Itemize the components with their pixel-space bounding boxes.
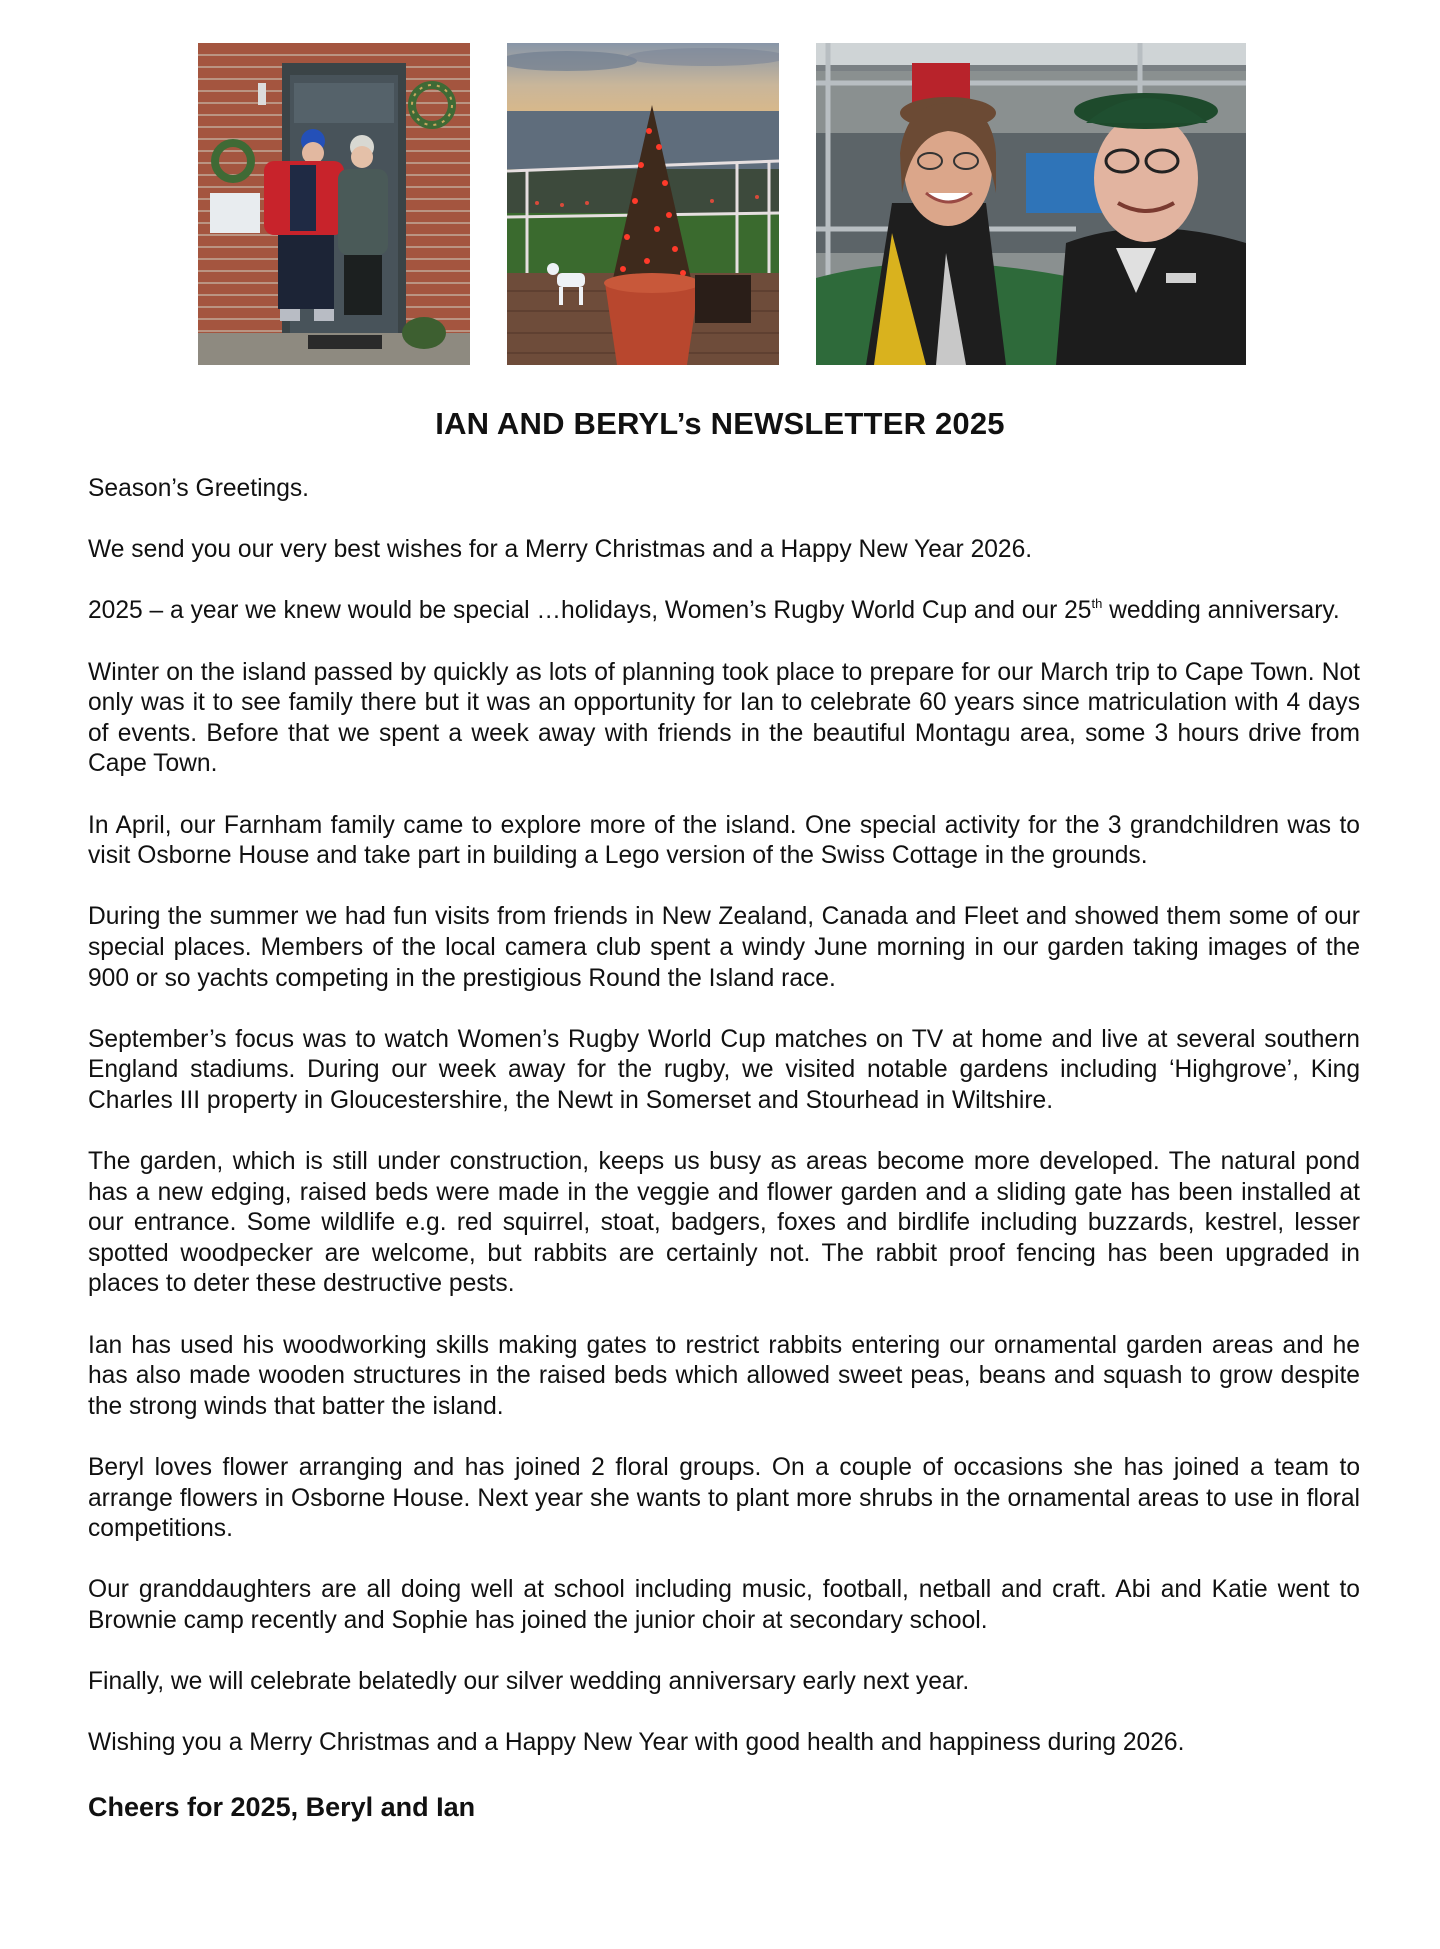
september-paragraph: September’s focus was to watch Women’s Rugby World Cup matches on TV at home and live at several southern England stadiums. During our week away for the rugby, we visited notable gardens including ‘Highgrove’, King Charles III property in Gloucestershire, the Newt in Somerset and Stourhead in Wiltshire. [88,1025,1360,1114]
intro-superscript: th [1091,596,1103,612]
intro-text: 2025 – a year we knew would be special …holidays, Women’s Rugby World Cup and our 25 [88,597,1092,625]
finally-paragraph: Finally, we will celebrate belatedly our silver wedding anniversary early next year. [88,1668,970,1696]
winter-paragraph: Winter on the island passed by quickly as lots of planning took place to prepare for our March trip to Cape Town. Not only was it to see family there but it was an opportunity for Ian to celebrate 60 years since matriculation with 4 days of events. Before that we spent a week away with friends in the beautiful Montagu area, some 3 hours drive from Cape Town. [88,658,1360,778]
photo-couple-at-rugby-stadium [816,43,1246,365]
closing-paragraph: Wishing you a Merry Christmas and a Happy New Year with good health and happiness during 2026. [88,1729,1185,1757]
intro-paragraph [88,596,1360,627]
signoff: Cheers for 2025, Beryl and Ian [88,1791,476,1822]
photo-couple-at-front-door [198,43,470,365]
garden-paragraph: The garden, which is still under construction, keeps us busy as areas become more developed. The natural pond has a new edging, raised beds were made in the veggie and flower garden and a sliding gate has been installed at our entrance. Some wildlife e.g. red squirrel, stoat, badgers, foxes and birdlife including buzzards, kestrel, lesser spotted woodpecker are welcome, but rabbits are certainly not. The rabbit proof fencing has been upgraded in places to deter these destructive pests. [88,1148,1360,1298]
summer-paragraph: During the summer we had fun visits from friends in New Zealand, Canada and Fleet and showed them some of our special places. Members of the local camera club spent a windy June morning in our garden taking images of the 900 or so yachts competing in the prestigious Round the Island race. [88,903,1360,992]
newsletter-title: IAN AND BERYL’s NEWSLETTER 2025 [435,406,1005,441]
wishes-paragraph: We send you our very best wishes for a Merry Christmas and a Happy New Year 2026. [88,536,1033,564]
beryl-paragraph: Beryl loves flower arranging and has joined 2 floral groups. On a couple of occasions she has joined a team to arrange flowers in Osborne House. Next year she wants to plant more shrubs in the ornamental areas to use in floral competitions. [88,1454,1360,1543]
ian-paragraph: Ian has used his woodworking skills making gates to restrict rabbits entering our ornamental garden areas and he has also made wooden structures in the raised beds which allowed sweet peas, beans and squash to grow despite the strong winds that batter the island. [88,1331,1360,1420]
april-paragraph: In April, our Farnham family came to explore more of the island. One special activity for the 3 grandchildren was to visit Osborne House and take part in building a Lego version of the Swiss Cottage in the grounds. [88,811,1360,870]
intro-text-end: wedding anniversary. [1102,597,1340,625]
newsletter-body [88,474,1360,1854]
granddaughters-paragraph: Our granddaughters are all doing well at school including music, football, netball and craft. Abi and Katie went to Brownie camp recently and Sophie has joined the junior choir at secondary school. [88,1576,1360,1634]
photo-strip [0,43,1440,365]
greeting: Season’s Greetings. [88,475,310,502]
photo-christmas-tree-on-balcony [507,43,779,365]
